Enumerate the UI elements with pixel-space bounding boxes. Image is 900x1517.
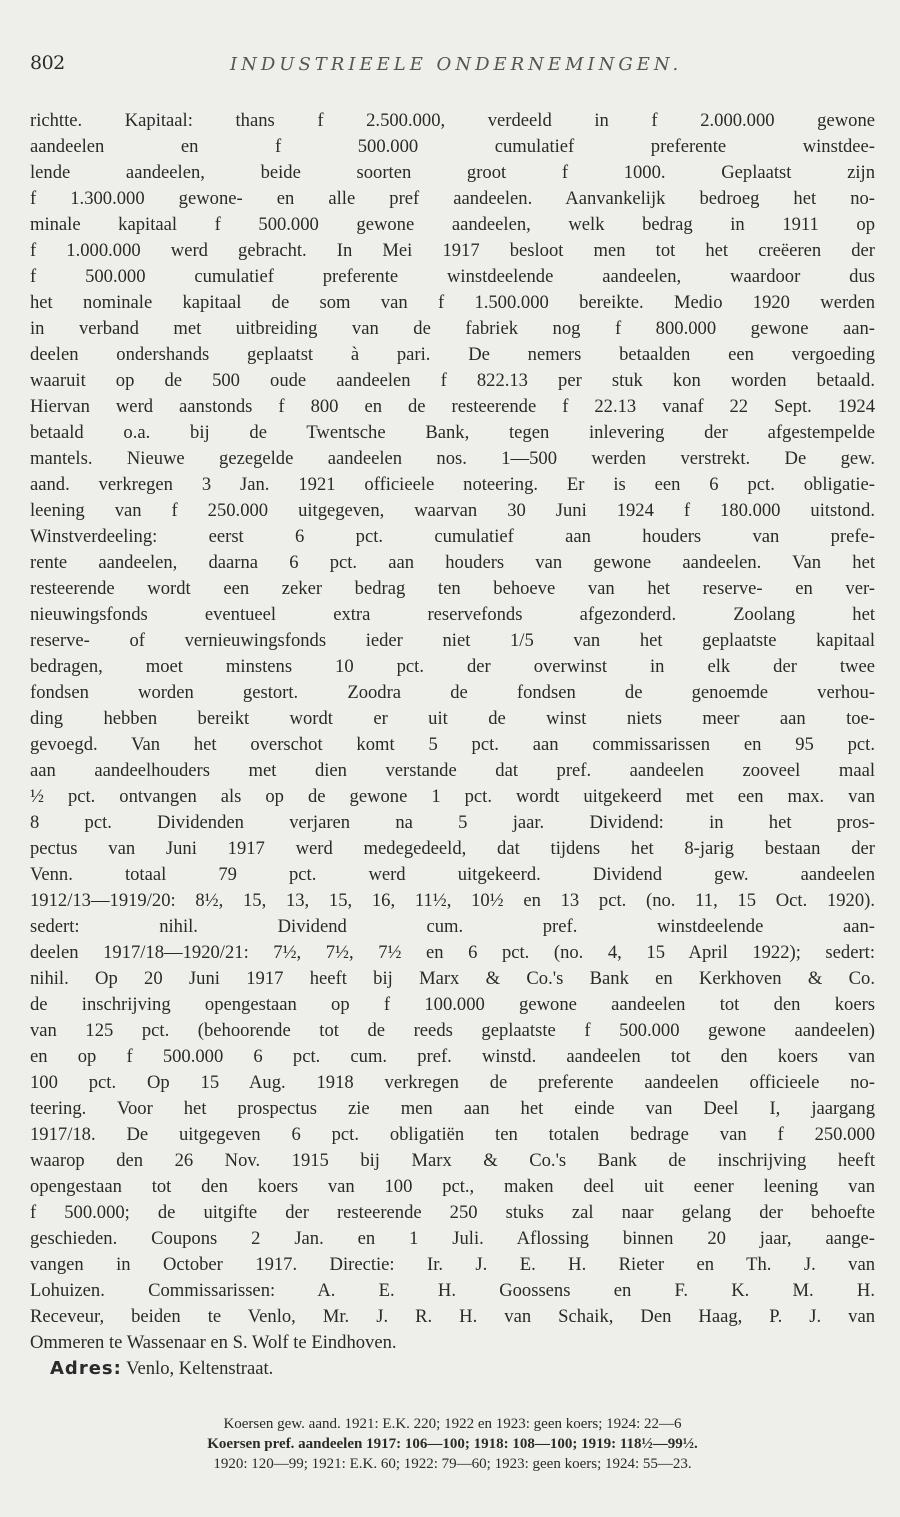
- body-text: [30, 108, 875, 1382]
- text-line: pectus van Juni 1917 werd medegedeeld, dat tijdens het 8-jarig bestaan der: [30, 838, 875, 859]
- text-line: betaald o.a. bij de Twentsche Bank, tegen inlevering der afgestempelde: [30, 422, 875, 443]
- text-line: nieuwingsfonds eventueel extra reservefonds afgezonderd. Zoolang het: [30, 604, 875, 625]
- stock-prices-footer: [30, 1414, 875, 1474]
- text-line: Hiervan werd aanstonds f 800 en de resteerende f 22.13 vanaf 22 Sept. 1924: [30, 396, 875, 417]
- page-header: [30, 52, 880, 82]
- text-line: teering. Voor het prospectus zie men aan het einde van Deel I, jaargang: [30, 1098, 875, 1119]
- text-line: richtte. Kapitaal: thans f 2.500.000, verdeeld in f 2.000.000 gewone: [30, 110, 875, 131]
- text-line: 100 pct. Op 15 Aug. 1918 verkregen de preferente aandeelen officieele no-: [30, 1072, 875, 1093]
- address-value: Venlo, Keltenstraat.: [126, 1358, 274, 1379]
- text-line: 1912/13—1919/20: 8½, 15, 13, 15, 16, 11½, 10½ en 13 pct. (no. 11, 15 Oct. 1920).: [30, 890, 875, 911]
- text-line: ding hebben bereikt wordt er uit de winst niets meer aan toe-: [30, 708, 875, 729]
- text-line: waaruit op de 500 oude aandeelen f 822.13 per stuk kon worden betaald.: [30, 370, 875, 391]
- running-title: INDUSTRIEELE ONDERNEMINGEN.: [230, 54, 683, 75]
- text-line: ½ pct. ontvangen als op de gewone 1 pct. wordt uitgekeerd met een max. van: [30, 786, 875, 807]
- text-line: f 1.300.000 gewone- en alle pref aandeelen. Aanvankelijk bedroeg het no-: [30, 188, 875, 209]
- text-line: sedert: nihil. Dividend cum. pref. winstdeelende aan-: [30, 916, 875, 937]
- text-line: waarop den 26 Nov. 1915 bij Marx & Co.'s Bank de inschrijving heeft: [30, 1150, 875, 1171]
- text-line: leening van f 250.000 uitgegeven, waarvan 30 Juni 1924 f 180.000 uitstond.: [30, 500, 875, 521]
- text-line: Venn. totaal 79 pct. werd uitgekeerd. Dividend gew. aandeelen: [30, 864, 875, 885]
- text-line: deelen ondershands geplaatst à pari. De nemers betaalden een vergoeding: [30, 344, 875, 365]
- text-line: resteerende wordt een zeker bedrag ten behoeve van het reserve- en ver-: [30, 578, 875, 599]
- text-line: aandeelen en f 500.000 cumulatief preferente winstdee-: [30, 136, 875, 157]
- text-line: opengestaan tot den koers van 100 pct., maken deel uit eener leening van: [30, 1176, 875, 1197]
- text-line: f 500.000 cumulatief preferente winstdeelende aandeelen, waardoor dus: [30, 266, 875, 287]
- address-label: Adres:: [50, 1358, 122, 1379]
- text-line: gevoegd. Van het overschot komt 5 pct. aan commissarissen en 95 pct.: [30, 734, 875, 755]
- text-line: fondsen worden gestort. Zoodra de fondsen de genoemde verhou-: [30, 682, 875, 703]
- footer-line-2: Koersen pref. aandeelen 1917: 106—100; 1918: 108—100; 1919: 118½—99½.: [207, 1436, 698, 1452]
- text-line: minale kapitaal f 500.000 gewone aandeelen, welk bedrag in 1911 op: [30, 214, 875, 235]
- text-line: het nominale kapitaal de som van f 1.500.000 bereikte. Medio 1920 werden: [30, 292, 875, 313]
- text-line: reserve- of vernieuwingsfonds ieder niet 1/5 van het geplaatste kapitaal: [30, 630, 875, 651]
- text-line: van 125 pct. (behoorende tot de reeds geplaatste f 500.000 gewone aandeelen): [30, 1020, 875, 1041]
- text-line: aan aandeelhouders met dien verstande dat pref. aandeelen zooveel maal: [30, 760, 875, 781]
- text-line: nihil. Op 20 Juni 1917 heeft bij Marx & Co.'s Bank en Kerkhoven & Co.: [30, 968, 875, 989]
- text-line: rente aandeelen, daarna 6 pct. aan houders van gewone aandeelen. Van het: [30, 552, 875, 573]
- address: [30, 1356, 875, 1382]
- text-line: en op f 500.000 6 pct. cum. pref. winstd. aandeelen tot den koers van: [30, 1046, 875, 1067]
- text-line: f 1.000.000 werd gebracht. In Mei 1917 besloot men tot het creëeren der: [30, 240, 875, 261]
- text-line: bedragen, moet minstens 10 pct. der overwinst in elk der twee: [30, 656, 875, 677]
- text-line: deelen 1917/18—1920/21: 7½, 7½, 7½ en 6 pct. (no. 4, 15 April 1922); sedert:: [30, 942, 875, 963]
- text-line: 8 pct. Dividenden verjaren na 5 jaar. Dividend: in het pros-: [30, 812, 875, 833]
- text-line: Receveur, beiden te Venlo, Mr. J. R. H. van Schaik, Den Haag, P. J. van: [30, 1306, 875, 1327]
- text-line: vangen in October 1917. Directie: Ir. J. E. H. Rieter en Th. J. van: [30, 1254, 875, 1275]
- text-line: Lohuizen. Commissarissen: A. E. H. Goossens en F. K. M. H.: [30, 1280, 875, 1301]
- text-line: f 500.000; de uitgifte der resteerende 250 stuks zal naar gelang der behoefte: [30, 1202, 875, 1223]
- text-line: geschieden. Coupons 2 Jan. en 1 Juli. Aflossing binnen 20 jaar, aange-: [30, 1228, 875, 1249]
- page-number: 802: [30, 52, 65, 74]
- text-line: de inschrijving opengestaan op f 100.000 gewone aandeelen tot den koers: [30, 994, 875, 1015]
- text-line: lende aandeelen, beide soorten groot f 1000. Geplaatst zijn: [30, 162, 875, 183]
- text-line: Ommeren te Wassenaar en S. Wolf te Eindhoven.: [30, 1332, 397, 1353]
- text-line: aand. verkregen 3 Jan. 1921 officieele noteering. Er is een 6 pct. obligatie-: [30, 474, 875, 495]
- text-line: mantels. Nieuwe gezegelde aandeelen nos. 1—500 werden verstrekt. De gew.: [30, 448, 875, 469]
- footer-line-1: Koersen gew. aand. 1921: E.K. 220; 1922 en 1923: geen koers; 1924: 22—6: [223, 1416, 682, 1432]
- text-line: 1917/18. De uitgegeven 6 pct. obligatiën ten totalen bedrage van f 250.000: [30, 1124, 875, 1145]
- text-line: Winstverdeeling: eerst 6 pct. cumulatief aan houders van prefe-: [30, 526, 875, 547]
- footer-line-3: 1920: 120—99; 1921: E.K. 60; 1922: 79—60; 1923: geen koers; 1924: 55—23.: [213, 1456, 692, 1472]
- text-line: in verband met uitbreiding van de fabriek nog f 800.000 gewone aan-: [30, 318, 875, 339]
